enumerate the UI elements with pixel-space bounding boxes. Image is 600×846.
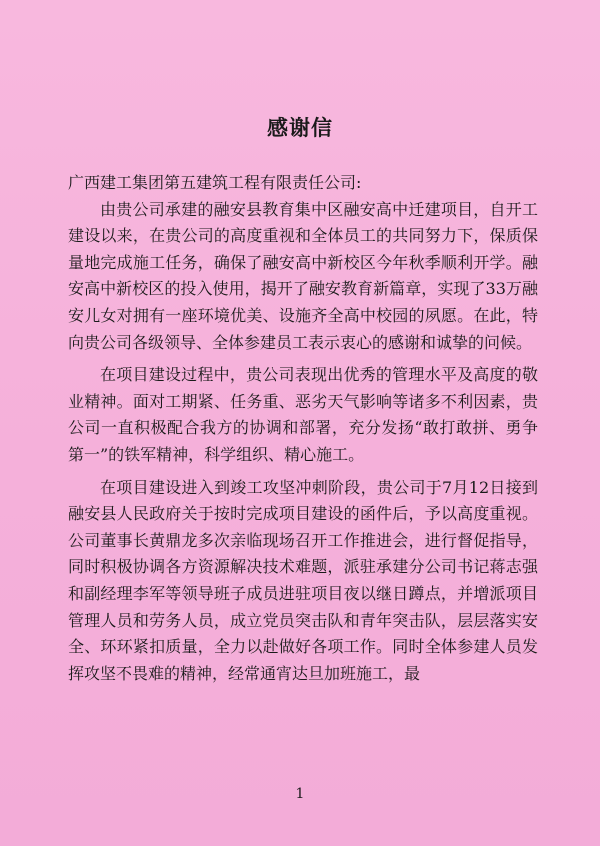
paragraph-1: 由贵公司承建的融安县教育集中区融安高中迁建项目，自开工建设以来，在贵公司的高度重视和全体员工的共同努力下，保质保量地完成施工任务，确保了融安高中新校区今年秋季顺利开学。融安高中新校区的投入使用，揭开了融安教育新篇章，实现了33万融安儿女对拥有一座环境优美、设施齐全高中校园的夙愿。在此，特向贵公司各级领导、全体参建员工表示衷心的感谢和诚挚的问候。	[68, 199, 538, 352]
paragraph-3: 在项目建设进入到竣工攻坚冲刺阶段，贵公司于7月12日接到融安县人民政府关于按时完成项目建设的函件后，予以高度重视。公司董事长黄鼎龙多次亲临现场召开工作推进会，进行督促指导，同时积极协调各方资源解决技术难题，派驻承建分公司书记蒋志强和副经理李军等领导班子成员进驻项目夜以继日蹲点，并增派项目管理人员和劳务人员，成立党员突击队和青年突击队，层层落实安全、环环紧扣质量，全力以赴做好各项工作。同时全体参建人员发挥攻坚不畏难的精神，经常通宵达旦加班施工，最	[68, 477, 538, 683]
paragraph-2: 在项目建设过程中，贵公司表现出优秀的管理水平及高度的敬业精神。面对工期紧、任务重、恶劣天气影响等诸多不利因素，贵公司一直积极配合我方的协调和部署，充分发扬“敢打敢拼、勇争第一”的铁军精神，科学组织、精心施工。	[68, 365, 538, 464]
letter-title: 感谢信	[267, 116, 333, 140]
letter-body	[68, 170, 538, 693]
salutation: 广西建工集团第五建筑工程有限责任公司:	[68, 173, 362, 192]
page-number: 1	[295, 786, 305, 802]
